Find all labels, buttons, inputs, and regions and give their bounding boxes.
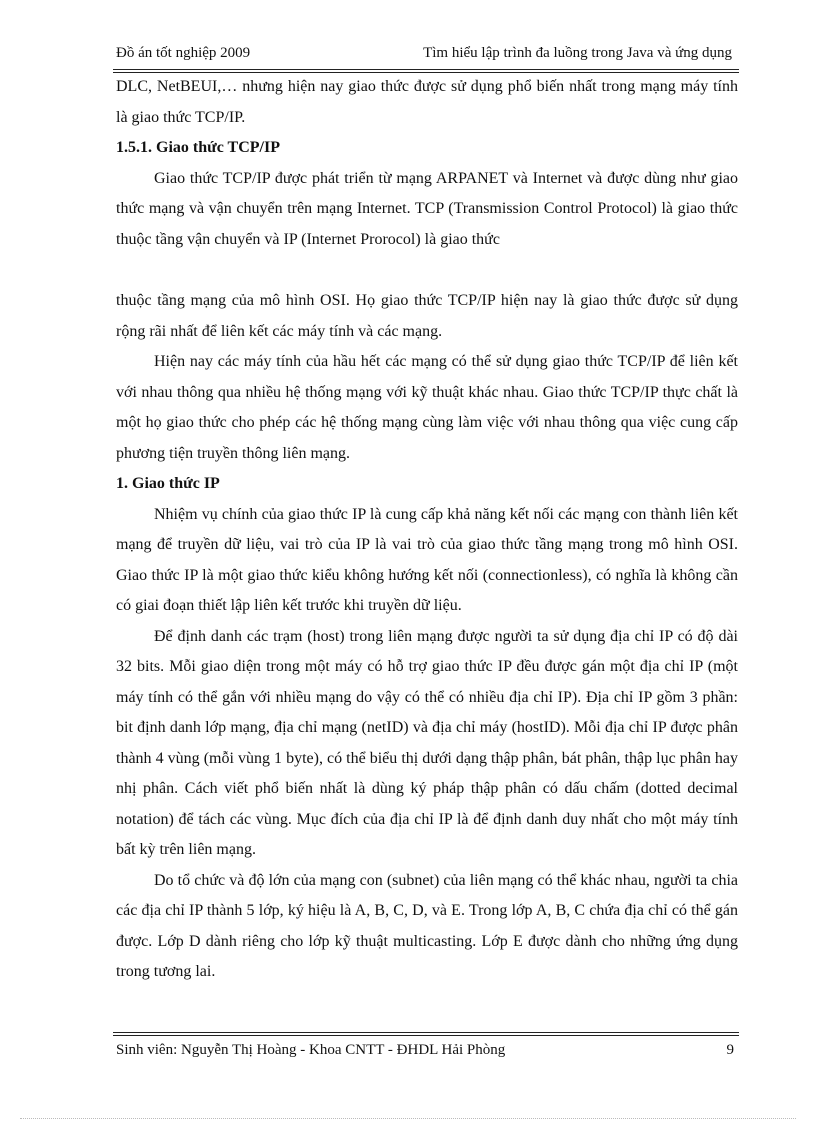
- paragraph-ip-classes: Do tổ chức và độ lớn của mạng con (subnet) của liên mạng có thể khác nhau, người ta chia các địa chỉ IP thành 5 lớp, ký hiệu là A, B, C, D, và E. Trong lớp A, B, C chứa địa chỉ có thể gán được. Lớp D dành riêng cho lớp kỹ thuật multicasting. Lớp E được dành cho những ứng dụng trong tương lai.: [116, 871, 738, 980]
- page-header: [116, 45, 736, 67]
- footer-rule-top: [113, 1032, 739, 1033]
- section-heading-ip: 1. Giao thức IP: [116, 475, 220, 492]
- paragraph-ip-role: Nhiệm vụ chính của giao thức IP là cung cấp khả năng kết nối các mạng con thành liên kết mạng để truyền dữ liệu, vai trò của IP là vai trò của giao thức tầng mạng trong mô hình OSI. Giao thức IP là một giao thức kiểu không hướng kết nối (connectionless), có nghĩa là không cần có giai đoạn thiết lập liên kết trước khi truyền dữ liệu.: [116, 505, 738, 614]
- paragraph-tcpip-usage: Hiện nay các máy tính của hầu hết các mạng có thể sử dụng giao thức TCP/IP để liên kết với nhau thông qua nhiều hệ thống mạng với kỹ thuật khác nhau. Giao thức TCP/IP thực chất là một họ giao thức cho phép các hệ thống mạng cùng làm việc với nhau thông qua việc cung cấp phương tiện truyền thông liên mạng.: [116, 353, 738, 462]
- paragraph-tcpip-intro: Giao thức TCP/IP được phát triển từ mạng ARPANET và Internet và được dùng như giao thức mạng và vận chuyển trên mạng Internet. TCP (Transmission Control Protocol) là giao thức thuộc tầng vận chuyển và IP (Internet Prorocol) là giao thức: [116, 169, 738, 248]
- header-rule-top: [113, 69, 739, 70]
- page-break-gap: [116, 255, 738, 286]
- footer-rule-bottom: [113, 1035, 739, 1036]
- header-document-title: Đồ án tốt nghiệp 2009: [116, 45, 251, 61]
- paragraph-continued: DLC, NetBEUI,… nhưng hiện nay giao thức được sử dụng phổ biến nhất trong mạng máy tính là giao thức TCP/IP.: [116, 78, 738, 126]
- header-topic: Tìm hiểu lập trình đa luồng trong Java và ứng dụng: [423, 45, 732, 61]
- page-body: [116, 72, 738, 988]
- paragraph-ip-address: Để định danh các trạm (host) trong liên mạng được người ta sử dụng địa chỉ IP có độ dài 32 bits. Mỗi giao diện trong một máy có hỗ trợ giao thức IP đều được gán một địa chỉ IP (một máy tính có thể gắn với nhiều mạng do vậy có thể có nhiều địa chỉ IP). Địa chỉ IP gồm 3 phần: bit định danh lớp mạng, địa chỉ mạng (netID) và địa chỉ máy (hostID). Mỗi địa chỉ IP được phân thành 4 vùng (mỗi vùng 1 byte), có thể biểu thị dưới dạng thập phân, bát phân, thập lục phân hay nhị phân. Cách viết phổ biến nhất là dùng ký pháp thập phân có dấu chấm (dotted decimal notation) để tách các vùng. Mục đích của địa chỉ IP là để định danh duy nhất cho một máy tính bất kỳ trên liên mạng.: [116, 627, 738, 858]
- page-bottom-dotted-border: [20, 1118, 796, 1119]
- section-heading-tcpip: 1.5.1. Giao thức TCP/IP: [116, 139, 280, 156]
- footer-author: Sinh viên: Nguyễn Thị Hoàng - Khoa CNTT - ĐHDL Hải Phòng: [116, 1042, 506, 1058]
- paragraph-tcpip-osi: thuộc tầng mạng của mô hình OSI. Họ giao thức TCP/IP hiện nay là giao thức được sử dụng rộng rãi nhất để liên kết các máy tính và các mạng.: [116, 292, 738, 340]
- page-number: 9: [726, 1042, 734, 1058]
